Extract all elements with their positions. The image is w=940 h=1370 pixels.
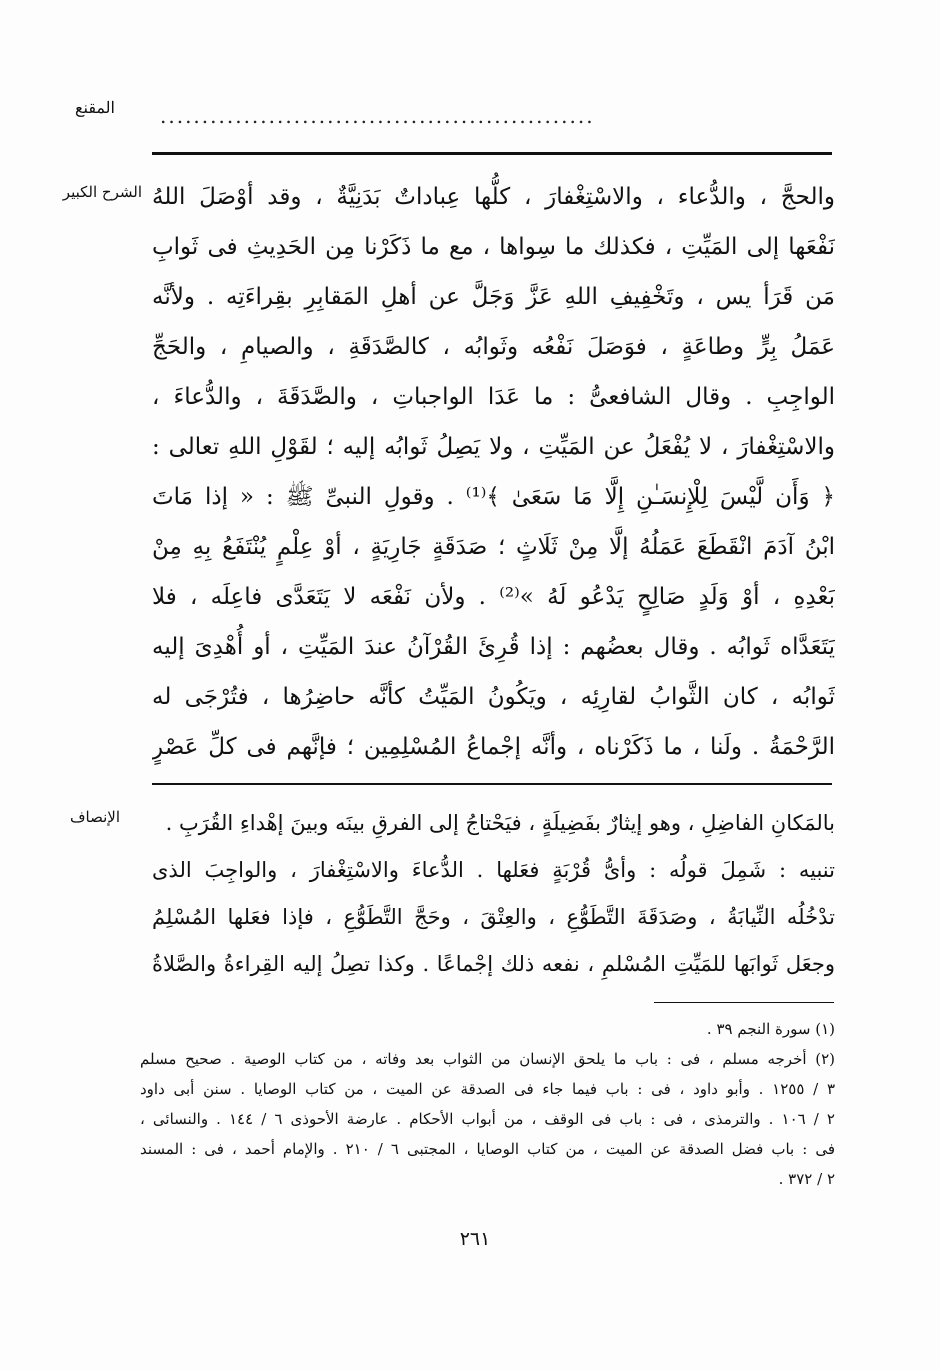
footnote-line: فى : باب فضل الصدقة عن الميت ، من كتاب الوصايا ، المجتبى ٦ / ٢١٠ . والإمام أحمد ، فى : المسند <box>140 1140 835 1158</box>
text-line: مَن قَرَأ يس ، وتَخْفِيفِ اللهِ عَزَّ وَجَلَّ عن أهلِ المَقابِرِ بقِراءَتِه . ولأنَّه <box>152 284 835 310</box>
text-line: تنبيه : شَمِلَ قولُه : وأىُّ قُرْبَةٍ فعَلها . الدُّعاءَ والاسْتِغْفارَ ، والواجِبَ الذى <box>152 858 835 882</box>
text-line: عَمَلُ بِرٍّ وطاعَةٍ ، فوَصَلَ نَفْعُه وثَوابُه ، كالصَّدَقَةِ ، والصيامِ ، والحَجِّ <box>152 334 835 360</box>
text-line: يَتَعَدَّاه ثَوابُه . وقال بعضُهم : إذا قُرِئَ القُرْآنُ عندَ المَيِّتِ ، أو أُهْدِىَ إليه <box>152 634 835 660</box>
main-commentary-text <box>152 172 835 772</box>
section-rule <box>152 783 832 785</box>
text-line: ابْنُ آدَمَ انْقَطَعَ عَمَلُهُ إلَّا مِنْ ثَلَاثٍ ؛ صَدَقَةٍ جَارِيَةٍ ، أوْ عِلْمٍ يُنْتَفَعُ بِهِ مِنْ <box>152 534 835 560</box>
side-label-sharh: الشرح الكبير <box>62 183 142 201</box>
footnote-rule <box>654 1002 834 1003</box>
footnote-line: ٢ / ١٠٦ . والترمذى ، فى : باب فى الوقف ، من أبواب الأحكام . عارضة الأحوذى ٦ / ١٤٤ . والنسائى ، <box>140 1110 835 1128</box>
text-line: نَفْعَها إلى المَيِّتِ ، فكذلك ما سِواها ، مع ما ذَكَرْنا مِن الحَدِيثِ فى ثَوابِ <box>152 234 835 260</box>
text-line: تدْخُلُه النِّيابَةُ ، وصَدَقَةَ التَّطَوُّعِ ، والعِتْقَ ، وحَجَّ التَّطَوُّعِ ، فإذا فعَلها المُسْلِمُ <box>152 905 835 929</box>
footnote-line: ٣ / ١٢٥٥ . وأبو داود ، فى : باب فيما جاء فى الصدقة عن الميت ، من كتاب الوصايا . سنن أبى داود <box>140 1080 835 1098</box>
text-line: بَعْدِهِ ، أوْ وَلَدٍ صَالِحٍ يَدْعُو لَهُ »⁽²⁾ . ولأن نَفْعَه لا يَتَعَدَّى فاعِلَه ، فلا <box>152 584 835 610</box>
header-rule <box>152 152 832 155</box>
text-line: الواجِبِ . وقال الشافعىُّ : ما عَدَا الواجباتِ ، والصَّدَقَةَ ، والدُّعاءَ ، <box>152 384 835 410</box>
footnote-line: (١) سورة النجم ٣٩ . <box>706 1020 835 1038</box>
text-line: ﴿ وَأَن لَّيْسَ لِلْإِنسَـٰنِ إِلَّا مَا سَعَىٰ ﴾⁽¹⁾ . وقولِ النبىِّ ﷺ : « إذا مَاتَ <box>152 484 835 510</box>
text-line: والحجَّ ، والدُّعاء ، والاسْتِغْفارَ ، كلُّها عِباداتٌ بَدَنِيَّةٌ ، وقد أوْصَلَ اللهُ <box>152 184 835 210</box>
text-line: وجعَل ثَوابَها للمَيِّتِ المُسْلمِ ، نفعه ذلك إجْماعًا . وكذا تصِلُ إليه القِراءةُ والصَّلاةُ <box>152 952 835 976</box>
footnote-line: (٢) أخرجه مسلم ، فى : باب ما يلحق الإنسان من الثواب بعد وفاته ، من كتاب الوصية . صحيح مسلم <box>140 1050 835 1068</box>
page-number: ٢٦١ <box>459 1228 491 1250</box>
footnote-line: ٢ / ٣٧٢ . <box>778 1170 835 1188</box>
header-dotted-line: .................................................... <box>160 104 595 128</box>
text-line: بالمَكانِ الفاضِلِ ، وهو إيثارٌ بفَضِيلَةٍ ، فيَحْتاجُ إلى الفرقِ بينَه وبينَ إهْداءِ القُرَبِ . <box>165 811 835 835</box>
insaf-text <box>152 800 835 988</box>
running-title: المقنع <box>74 98 115 117</box>
text-line: الرَّحْمَةُ . ولَنا ، ما ذَكَرْناه ، وأنَّه إجْماعُ المُسْلِمِين ؛ فإنَّهم فى كلِّ عَصْرٍ <box>152 734 835 760</box>
text-line: والاسْتِغْفارَ ، لا يُفْعَلُ عن المَيِّتِ ، ولا يَصِلُ ثَوابُه إليه ؛ لقَوْلِ اللهِ تعالى : <box>152 434 835 460</box>
footnotes <box>140 1014 835 1194</box>
text-line: ثَوابُه ، كان الثَّوابُ لقارِئِه ، ويَكُونُ المَيِّتُ كأنَّه حاضِرُها ، فتُرْجَى له <box>152 684 835 710</box>
side-label-insaf: الإنصاف <box>69 808 120 826</box>
